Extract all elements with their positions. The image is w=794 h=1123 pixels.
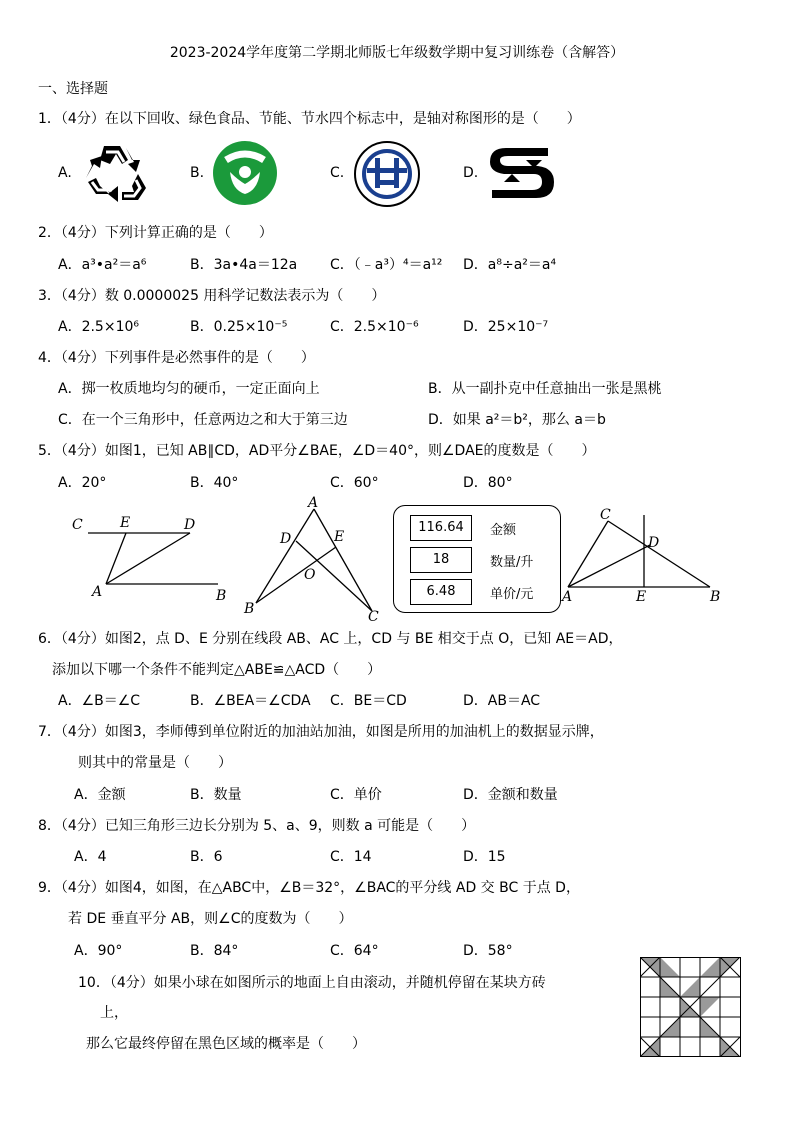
q1-option-b: B.	[190, 165, 205, 181]
line-ae	[106, 533, 126, 584]
q2-option-b: B．3a•4a＝12a	[190, 257, 298, 273]
q8-option-a: A．4	[74, 849, 107, 865]
label-d: D	[280, 531, 292, 547]
q3-stem: 3．（4分）数 0.0000025 用科学记数法表示为（ ）	[38, 288, 386, 304]
q1-option-d: D.	[463, 165, 479, 181]
q9-option-d: D．58°	[463, 943, 513, 959]
q6-stem-line2: 添加以下哪一个条件不能判定△ABE≌△ACD（ ）	[52, 662, 382, 678]
amount-value: 116.64	[410, 515, 472, 541]
label-e: E	[334, 529, 345, 545]
q8-option-d: D．15	[463, 849, 506, 865]
label-b: B	[244, 601, 255, 617]
q5-option-c: C．60°	[330, 475, 379, 491]
q9-stem-line1: 9．（4分）如图4，如图，在△ABC中，∠B＝32°，∠BAC的平分线 AD 交 BC 于点 D，	[38, 880, 580, 896]
q1-option-c: C.	[330, 165, 345, 181]
q9-stem-line2: 若 DE 垂直平分 AB，则∠C的度数为（ ）	[68, 911, 353, 927]
label-c: C	[600, 507, 611, 523]
q3-option-c: C．2.5×10⁻⁶	[330, 319, 419, 335]
q7-stem-line1: 7．（4分）如图3，李师傅到单位附近的加油站加油，如图是所用的加油机上的数据显示牌，	[38, 724, 604, 740]
page-title: 2023-2024学年度第二学期北师版七年级数学期中复习训练卷（含解答）	[169, 45, 625, 61]
quantity-value: 18	[410, 547, 472, 573]
q3-option-b: B．0.25×10⁻⁵	[190, 319, 288, 335]
label-d: D	[184, 517, 196, 533]
q5-stem: 5．（4分）如图1，已知 AB∥CD，AD平分∠BAE，∠D＝40°，则∠DAE的度数是（ ）	[38, 443, 596, 459]
figure-4	[560, 505, 730, 605]
q7-option-b: B．数量	[190, 787, 242, 803]
line-ad	[106, 533, 190, 584]
q8-option-b: B．6	[190, 849, 223, 865]
price-value: 6.48	[410, 579, 472, 605]
label-o: O	[304, 567, 316, 583]
label-e: E	[636, 589, 647, 605]
q10-stem-line2: 上，	[100, 1005, 128, 1021]
q8-option-c: C．14	[330, 849, 372, 865]
section-heading: 一、选择题	[38, 81, 108, 97]
q1-stem: 1．（4分）在以下回收、绿色食品、节能、节水四个标志中，是轴对称图形的是（ ）	[38, 111, 581, 127]
q7-option-a: A．金额	[74, 787, 126, 803]
label-a: A	[308, 495, 319, 511]
q6-option-c: C．BE＝CD	[330, 693, 407, 709]
q4-stem: 4．（4分）下列事件是必然事件的是（ ）	[38, 350, 315, 366]
q5-option-b: B．40°	[190, 475, 239, 491]
q2-option-c: C．（﹣a³）⁴＝a¹²	[330, 257, 443, 273]
label-b: B	[710, 589, 721, 605]
q7-option-c: C．单价	[330, 787, 382, 803]
q10-stem-line3: 那么它最终停留在黑色区域的概率是（ ）	[86, 1036, 366, 1052]
q5-option-a: A．20°	[58, 475, 107, 491]
green-food-logo-icon	[212, 140, 278, 206]
label-d: D	[648, 535, 660, 551]
price-label: 单价/元	[490, 587, 534, 602]
q4-option-c: C．在一个三角形中，任意两边之和大于第三边	[58, 412, 348, 428]
q8-stem: 8．（4分）已知三角形三边长分别为 5、a、9，则数 a 可能是（ ）	[38, 818, 476, 834]
q9-option-b: B．84°	[190, 943, 239, 959]
q6-option-d: D．AB＝AC	[463, 693, 541, 709]
water-saving-logo-icon	[486, 144, 558, 202]
q3-option-a: A．2.5×10⁶	[58, 319, 139, 335]
figure-2	[238, 495, 388, 625]
label-b: B	[216, 588, 227, 604]
amount-label: 金额	[490, 523, 517, 538]
q9-option-c: C．64°	[330, 943, 379, 959]
q3-option-d: D．25×10⁻⁷	[463, 319, 549, 335]
q6-option-b: B．∠BEA＝∠CDA	[190, 693, 311, 709]
q4-option-a: A．掷一枚质地均匀的硬币，一定正面向上	[58, 381, 320, 397]
label-a: A	[562, 589, 573, 605]
q1-option-a: A.	[58, 165, 72, 181]
q7-stem-line2: 则其中的常量是（ ）	[78, 755, 232, 771]
q4-option-d: D．如果 a²＝b²，那么 a＝b	[428, 412, 606, 428]
q6-option-a: A．∠B＝∠C	[58, 693, 141, 709]
q2-option-a: A．a³•a²＝a⁶	[58, 257, 147, 273]
q9-option-a: A．90°	[74, 943, 123, 959]
q4-option-b: B．从一副扑克中任意抽出一张是黑桃	[428, 381, 662, 397]
label-c: C	[72, 517, 83, 533]
quantity-label: 数量/升	[490, 555, 534, 570]
q7-option-d: D．金额和数量	[463, 787, 558, 803]
figure-1	[60, 500, 240, 610]
q2-option-d: D．a⁸÷a²＝a⁴	[463, 257, 557, 273]
q2-stem: 2．（4分）下列计算正确的是（ ）	[38, 225, 273, 241]
energy-saving-logo-icon	[353, 140, 421, 208]
label-a: A	[92, 584, 103, 600]
q6-stem-line1: 6．（4分）如图2，点 D、E 分别在线段 AB、AC 上，CD 与 BE 相交于点 O，已知 AE＝AD，	[38, 631, 623, 647]
q10-stem-line1: 10．（4分）如果小球在如图所示的地面上自由滚动，并随机停留在某块方砖	[78, 975, 546, 991]
label-e: E	[120, 515, 131, 531]
recycle-logo-icon	[82, 142, 150, 204]
label-c: C	[368, 609, 379, 625]
q5-option-d: D．80°	[463, 475, 513, 491]
figure-3-pump-display	[393, 505, 561, 613]
tile-floor-figure	[640, 957, 742, 1057]
